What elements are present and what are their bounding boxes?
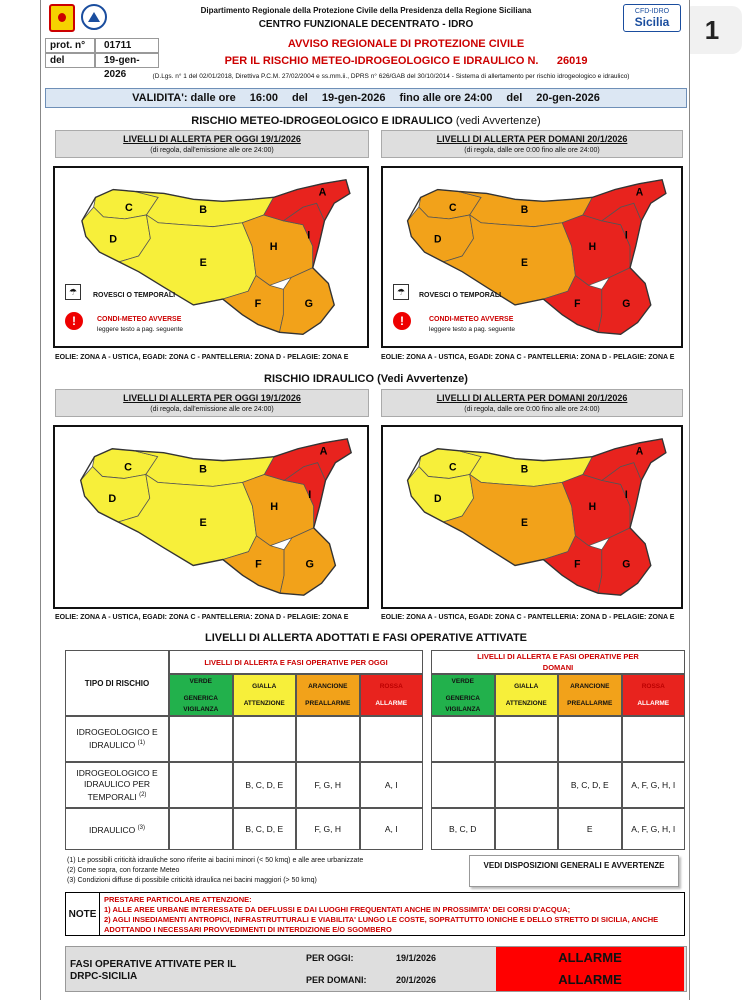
bulletin-page — [40, 0, 690, 1000]
level-phase: ALLARME — [637, 700, 670, 707]
tomorrow-cell — [495, 808, 559, 850]
s1-today-condi: CONDI-METEO AVVERSE — [97, 316, 182, 323]
s1-tomorrow-condi: CONDI-METEO AVVERSE — [429, 316, 514, 323]
note-box — [65, 892, 685, 936]
zone-label-f: F — [574, 558, 581, 571]
tomorrow-level-gialla — [495, 674, 559, 716]
zone-label-a: A — [635, 186, 644, 199]
level-phase: ALLARME — [375, 700, 408, 707]
zone-label-h: H — [588, 240, 597, 254]
zone-label-g: G — [622, 297, 631, 310]
zone-label-c: C — [449, 461, 457, 474]
tomorrow-cell: E — [558, 808, 622, 850]
zone-label-c: C — [124, 202, 133, 215]
warning-icon: ! — [65, 312, 83, 330]
temporale-icon: ☂ — [65, 284, 81, 300]
note-line-3: 2) AGLI INSEDIAMENTI ANTROPICI, INFRASTRUTTURALI E VIABILITA' LUNGO LE COSTE, SOPRATTUTTO IONICHE E DELLO STRETTO DI SICILIA, ANCHE ADOTTANDO I NECESSARI PROVVEDIMENTI DI INTERDIZIONE E/O SGOMBERO — [104, 915, 659, 934]
level-phase: GENERICA VIGILANZA — [183, 694, 219, 713]
legend-line-2: (2) Come sopra, con forzante Meteo — [67, 867, 180, 874]
fasi-oggi-value: ALLARME — [496, 947, 684, 969]
validity-label: VALIDITA': dalle ore — [132, 92, 236, 104]
zone-label-d: D — [433, 492, 442, 506]
zone-label-f: F — [574, 297, 581, 310]
tomorrow-cell — [495, 762, 559, 808]
section1-title: RISCHIO METEO-IDROGEOLOGICO E IDRAULICO (vedi Avvertenze) — [191, 115, 541, 127]
zone-label-i: I — [307, 229, 311, 242]
section2-title: RISCHIO IDRAULICO (Vedi Avvertenze) — [264, 373, 468, 385]
level-phase: PREALLARME — [305, 700, 351, 707]
tomorrow-cell: B, C, D, E — [558, 762, 622, 808]
validity-bar — [45, 88, 687, 108]
bulletin-subtitle: PER IL RISCHIO METEO-IDROGEOLOGICO E IDRAULICO N. 26019 — [224, 55, 588, 67]
legend-line-3: (3) Condizioni diffuse di possibile criticità idraulica nei bacini maggiori (> 50 kmq) — [67, 877, 317, 884]
s1-tomorrow-map — [381, 166, 683, 348]
level-phase: PREALLARME — [567, 700, 613, 707]
row-label-sup: (3) — [137, 824, 145, 831]
bulletin-title: AVVISO REGIONALE DI PROTEZIONE CIVILE — [287, 38, 525, 50]
today-level-verde — [169, 674, 233, 716]
tomorrow-cell: A, F, G, H, I — [622, 762, 686, 808]
s1-today-rovesci: ROVESCI O TEMPORALI — [93, 292, 176, 299]
table-legend — [67, 856, 363, 886]
zone-label-f: F — [255, 558, 262, 571]
zone-label-h: H — [270, 501, 279, 514]
level-name: ARANCIONE — [308, 683, 348, 690]
prot-date-value: 19-gen-2026 — [95, 53, 159, 68]
zone-label-b: B — [520, 463, 529, 476]
zone-label-c: C — [449, 201, 457, 215]
today-cell — [233, 716, 297, 762]
level-name: ROSSA — [379, 683, 403, 690]
prot-value: 01711 — [95, 38, 159, 53]
zone-label-b: B — [199, 203, 208, 216]
zone-label-i: I — [308, 489, 312, 502]
note-line-2: 1) ALLE AREE URBANE INTERESSATE DA DEFLUSSI E DAI LUOGHI FREQUENTATI ANCHE IN PROSSIMITA' DEI CORSI D'ACQUA; — [104, 905, 571, 914]
today-cell: B, C, D, E — [233, 762, 297, 808]
tomorrow-cell — [431, 762, 495, 808]
s1-today-footer: EOLIE: ZONA A - USTICA, EGADI: ZONA C - PANTELLERIA: ZONA D - PELAGIE: ZONA E — [55, 354, 349, 361]
s1-today-condi-sub: leggere testo a pag. seguente — [97, 326, 184, 333]
today-cell: F, G, H — [296, 808, 360, 850]
level-name: ROSSA — [641, 683, 665, 690]
page-number-badge: 1 — [682, 6, 742, 54]
zone-label-b: B — [520, 203, 529, 217]
today-cell — [296, 716, 360, 762]
tomorrow-cell — [622, 716, 686, 762]
today-cell: F, G, H — [296, 762, 360, 808]
s2-tomorrow-map — [381, 425, 683, 609]
fasi-oggi-label: PER OGGI: — [306, 953, 354, 963]
fasi-operative-box — [65, 946, 687, 992]
s2-today-footer: EOLIE: ZONA A - USTICA, EGADI: ZONA C - PANTELLERIA: ZONA D - PELAGIE: ZONA E — [55, 614, 349, 621]
tomorrow-level-rossa — [622, 674, 686, 716]
zone-label-h: H — [588, 500, 597, 514]
zone-label-e: E — [520, 256, 528, 269]
table-title: LIVELLI DI ALLERTA ADOTTATI E FASI OPERATIVE ATTIVATE — [204, 632, 528, 644]
today-group-header: LIVELLI DI ALLERTA E FASI OPERATIVE PER OGGI — [169, 650, 423, 674]
bulletin-number: 26019 — [556, 55, 588, 67]
zone-label-g: G — [622, 558, 631, 571]
row-label — [65, 808, 169, 850]
tipo-header: TIPO DI RISCHIO — [65, 650, 169, 716]
row-label-text: IDROGEOLOGICO E IDRAULICO PER TEMPORALI — [76, 767, 158, 802]
tomorrow-cell — [558, 716, 622, 762]
tomorrow-cell — [431, 716, 495, 762]
protocol-box — [45, 38, 159, 80]
s2-tomorrow-footer: EOLIE: ZONA A - USTICA, EGADI: ZONA C - PANTELLERIA: ZONA D - PELAGIE: ZONA E — [381, 614, 675, 621]
level-phase: ATTENZIONE — [505, 700, 547, 707]
level-name: VERDE — [189, 677, 212, 685]
validity-to-date: 20-gen-2026 — [536, 92, 600, 104]
legal-references: (D.Lgs. n° 1 del 02/01/2018, Direttiva P.C.M. 27/02/2004 e ss.mm.ii., DPRS n° 626/GAB del 30/10/2014 - Sistema di allertamento per rischio idrogeologico e idraulico) — [152, 73, 630, 80]
row-label-text: IDRAULICO — [88, 824, 136, 835]
today-cell: A, I — [360, 762, 424, 808]
zone-label-g: G — [305, 558, 314, 571]
fasi-title: FASI OPERATIVE ATTIVATE PER IL DRPC-SICILIA — [70, 959, 236, 982]
s2-tomorrow-header: LIVELLI DI ALLERTA PER DOMANI 20/1/2026 (di regola, dalle ore 0:00 fino alle ore 24:00) — [381, 389, 683, 417]
today-level-rossa — [360, 674, 424, 716]
zone-label-c: C — [124, 461, 132, 474]
today-level-arancione — [296, 674, 360, 716]
zone-label-b: B — [199, 463, 208, 476]
s1-tomorrow-rovesci: ROVESCI O TEMPORALI — [419, 292, 502, 299]
centre-name: CENTRO FUNZIONALE DECENTRATO - IDRO — [258, 19, 474, 30]
zone-label-a: A — [318, 186, 327, 199]
tomorrow-group-header: LIVELLI DI ALLERTA E FASI OPERATIVE PER DOMANI — [431, 650, 685, 674]
level-phase: GENERICA VIGILANZA — [445, 694, 481, 713]
today-level-gialla — [233, 674, 297, 716]
s1-tomorrow-footer: EOLIE: ZONA A - USTICA, EGADI: ZONA C - PANTELLERIA: ZONA D - PELAGIE: ZONA E — [381, 354, 675, 361]
note-label: NOTE — [66, 893, 100, 935]
row-label-sup: (2) — [139, 791, 147, 798]
s1-today-header: LIVELLI DI ALLERTA PER OGGI 19/1/2026 (di regola, dall'emissione alle ore 24:00) — [55, 130, 369, 158]
zone-label-i: I — [624, 229, 628, 242]
zone-label-g: G — [304, 297, 313, 310]
tomorrow-cell: B, C, D — [431, 808, 495, 850]
today-cell — [169, 762, 233, 808]
validity-del1: del — [291, 92, 308, 104]
tomorrow-cell — [495, 716, 559, 762]
row-label — [65, 716, 169, 762]
today-cell — [360, 716, 424, 762]
temporale-icon: ☂ — [393, 284, 409, 300]
row-label — [65, 762, 169, 808]
s1-tomorrow-condi-sub: leggere testo a pag. seguente — [429, 326, 516, 333]
zone-label-e: E — [199, 256, 207, 269]
today-cell: B, C, D, E — [233, 808, 297, 850]
prot-label: prot. n° — [45, 38, 95, 53]
zone-label-h: H — [269, 241, 278, 254]
row-label-sup: (1) — [137, 740, 145, 747]
tomorrow-level-arancione — [558, 674, 622, 716]
note-line-1: PRESTARE PARTICOLARE ATTENZIONE: — [104, 895, 252, 904]
legend-line-1: (1) Le possibili criticità idrauliche sono riferite ai bacini minori (< 50 kmq) e alle aree urbanizzate — [67, 857, 364, 864]
s1-tomorrow-header: LIVELLI DI ALLERTA PER DOMANI 20/1/2026 (di regola, dalle ore 0:00 fino alle ore 24:00) — [381, 130, 683, 158]
tomorrow-level-verde — [431, 674, 495, 716]
today-cell: A, I — [360, 808, 424, 850]
s2-today-header: LIVELLI DI ALLERTA PER OGGI 19/1/2026 (di regola, dall'emissione alle ore 24:00) — [55, 389, 369, 417]
zone-label-d: D — [108, 493, 117, 506]
fasi-domani-value: ALLARME — [496, 969, 684, 991]
validity-del2: del — [506, 92, 523, 104]
level-name: VERDE — [451, 677, 474, 685]
prot-date-label: del — [45, 53, 95, 68]
level-name: GIALLA — [514, 683, 539, 690]
today-cell — [169, 716, 233, 762]
fasi-domani-date: 20/1/2026 — [396, 975, 437, 985]
zone-label-d: D — [109, 233, 118, 246]
zone-label-e: E — [521, 516, 528, 529]
zone-label-e: E — [199, 516, 207, 529]
row-label-text: IDROGEOLOGICO E IDRAULICO — [76, 727, 158, 750]
table-group-gap — [423, 650, 431, 850]
level-phase: ATTENZIONE — [243, 700, 285, 707]
validity-until: fino alle ore 24:00 — [399, 92, 493, 104]
zone-label-i: I — [624, 488, 628, 502]
warning-icon: ! — [393, 312, 411, 330]
fasi-domani-label: PER DOMANI: — [306, 975, 367, 985]
vedi-disposizioni-button[interactable]: VEDI DISPOSIZIONI GENERALI E AVVERTENZE — [469, 855, 679, 887]
today-cell — [169, 808, 233, 850]
cfd-logo: CFD-IDRO Sicilia — [623, 4, 681, 32]
fasi-oggi-date: 19/1/2026 — [396, 953, 437, 963]
s2-today-map — [53, 425, 369, 609]
zone-label-f: F — [254, 297, 262, 310]
zone-label-d: D — [433, 233, 442, 246]
department-name: Dipartimento Regionale della Protezione Civile della Presidenza della Regione Siciliana — [200, 6, 532, 15]
tomorrow-cell: A, F, G, H, I — [622, 808, 686, 850]
validity-from-time: 16:00 — [249, 92, 278, 104]
validity-from-date: 19-gen-2026 — [321, 92, 386, 104]
level-name: GIALLA — [252, 683, 277, 690]
zone-label-a: A — [635, 445, 644, 458]
level-name: ARANCIONE — [570, 683, 610, 690]
zone-label-a: A — [319, 445, 328, 458]
